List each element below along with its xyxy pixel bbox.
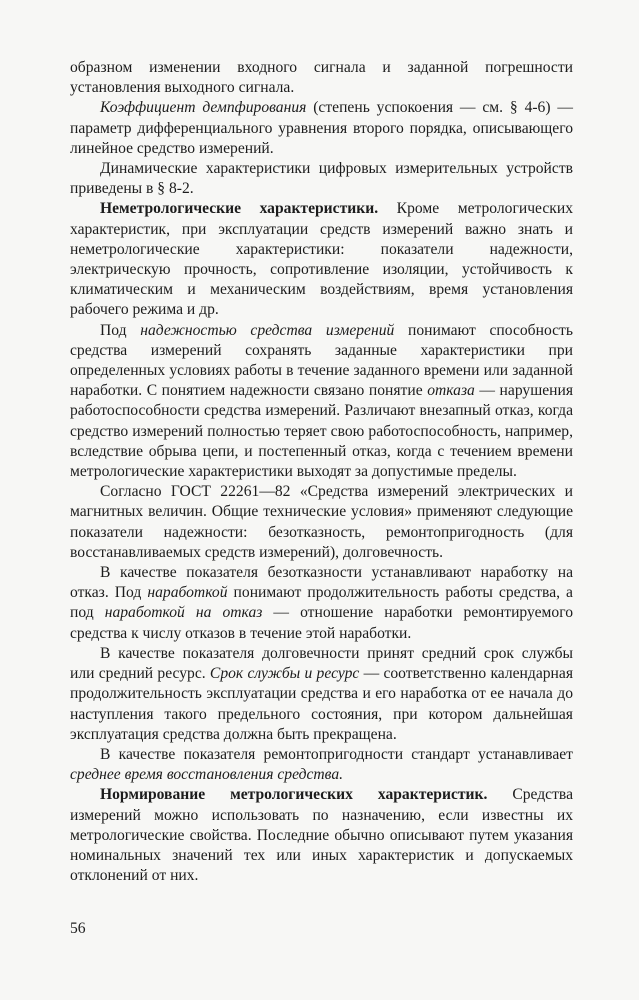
page-number: 56 [70,920,86,937]
section-heading-normalization: Нормирование метрологических характеристик. [100,786,488,804]
paragraph-1: образном изменении входного сигнала и заданной погрешности установления выходного сигнала. [70,59,573,97]
paragraph-8-a: В качестве показателя долговечности принят средний срок службы или средний ресурс. [70,644,573,683]
paragraph-5-c: — нарушения работоспособности средства измерений. Различают внезапный отказ, когда средство измерений полностью теряет свою работоспособность, например, вследствие обрыва цепи, и постепенный отказ, когда с течением времени метрологические характеристики выходят за допустимые пределы. [70,382,574,481]
paragraph-8-b: — соответственно календарная продолжительность эксплуатации средства и его наработка от ее начала до наступления такого предельного состояния, при котором дальнейшая эксплуатация средства должна быть прекращена. [70,665,573,743]
section-heading-nonmetrological: Неметрологические характеристики. [100,200,379,218]
paragraph-3: Динамические характеристики цифровых измерительных устройств приведены в § 8-2. [70,160,573,198]
term-mean-recovery-time: среднее время восстановления средства. [70,766,344,784]
paragraph-7-c: — отношение наработки ремонтируемого средства к числу отказов в течение этой наработки. [70,604,574,642]
paragraph-9 [70,745,573,785]
paragraph-9-a: В качестве показателя ремонтопригодности стандарт устанавливает [100,745,573,763]
paragraph-4 [70,199,573,320]
term-failure: отказа [427,382,475,400]
paragraph-5-b: понимают способность средства измерений сохранять заданные характеристики при определенных условиях работы в течение заданного времени или заданной наработки. С понятием надежности связано понятие [70,321,573,400]
paragraph-7 [70,563,573,644]
paragraph-7-b: понимают продолжительность работы средства, а под [70,584,573,622]
paragraph-10-text: Средства измерений можно использовать по назначению, если известны их метрологические свойства. Последние обычно описывают путем указания номинальных значений тех или иных характеристик и допускаемых отклонений от них. [70,786,573,885]
term-reliability: надежностью средства измерений [140,321,395,339]
paragraph-4-text: Кроме метрологических характеристик, при эксплуатации средств измерений важно знать и неметрологические характеристики: показатели надежности, электрическую прочность, сопротивление изоляции, устойчивость к климатическим и механическим воздействиям, время установления рабочего режима и др. [70,200,573,319]
paragraph-5 [70,321,573,483]
term-service-life: Срок службы и ресурс [209,665,360,683]
paragraph-10 [70,785,573,886]
paragraph-8 [70,644,573,745]
term-mtbf: наработкой на отказ [104,604,263,622]
paragraph-5-a: Под [100,321,141,339]
term-operating-time: наработкой [147,584,228,602]
paragraph-7-a: В качестве показателя безотказности устанавливают наработку на отказ. Под [70,564,573,602]
paragraph-2-text: (степень успокоения — см. § 4-6) — параметр дифференциального уравнения второго порядка, описывающего линейное средство измерений. [70,99,573,157]
term-damping-coefficient: Коэффициент демпфирования [100,99,307,117]
paragraph-2 [70,98,573,159]
paragraph-6: Согласно ГОСТ 22261—82 «Средства измерений электрических и магнитных величин. Общие технические условия» применяют следующие показатели надежности: безотказность, ремонтопригодность (для восстанавливаемых средств измерений), долговечность. [70,483,573,561]
body-text [70,58,573,886]
